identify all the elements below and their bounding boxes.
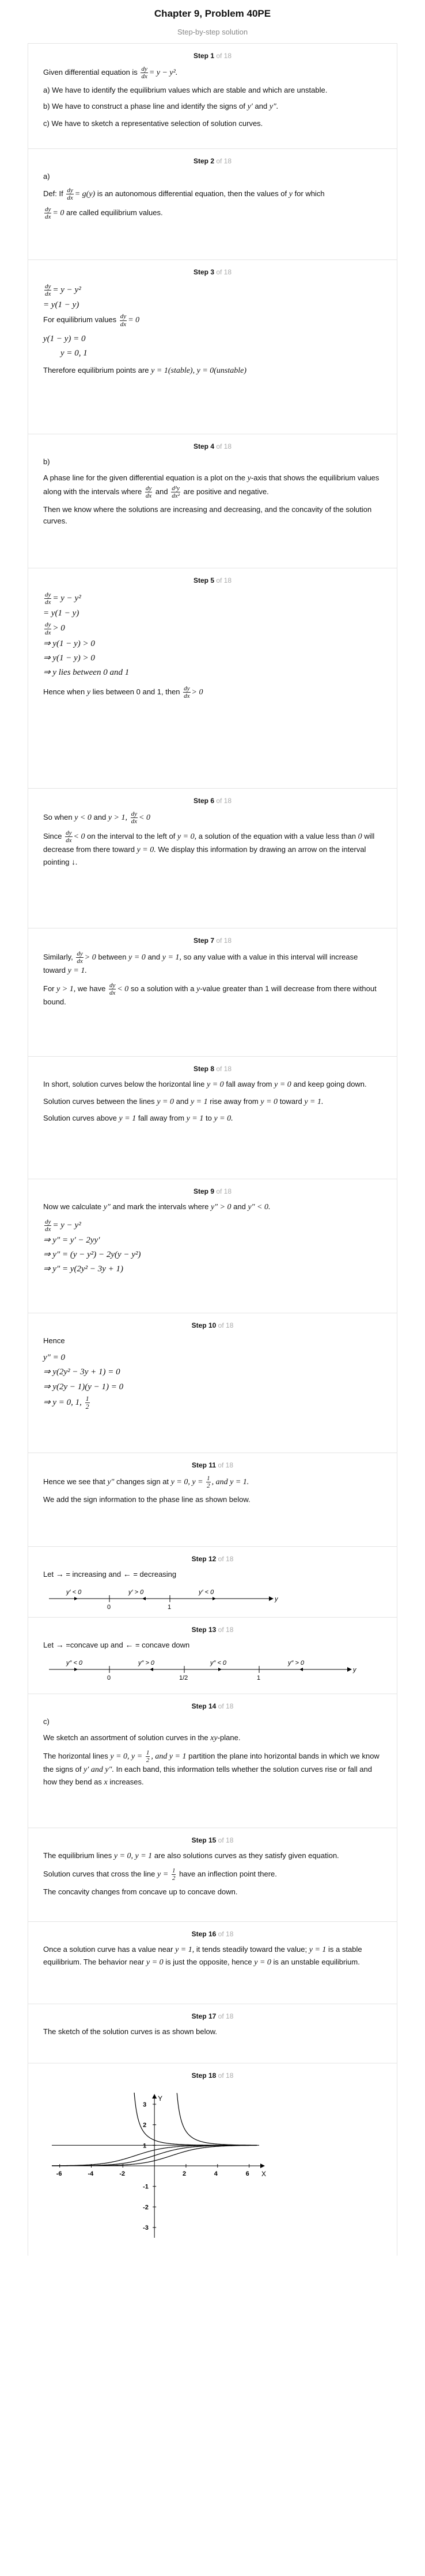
solution-curves-chart — [43, 2085, 274, 2246]
step-1: Step 1 of 18 Given differential equation is $\frac{dy}{dx}$ = y − y². a) We have to identify the equilibrium values which are stable and which are unstable. b) We have to construct a phase line and identify the signs of y′ and y″. c) We have to sketch a representative selection of solution curves. — [28, 43, 397, 148]
phase-line-sign-y-double-prime — [43, 1657, 354, 1682]
y-tick-label: -2 — [143, 2204, 149, 2211]
phase-label-1: y′ < 0 — [66, 1588, 82, 1596]
x-axis-arrow — [260, 2164, 265, 2168]
step-16: Step 16 of 18 Once a solution curve has a value near y = 1, it tends steadily toward the value; y = 1 is a stable equilibrium. The behavior near y = 0 is just the opposite, hence y = 0 is an unstable equilibrium. — [28, 1921, 397, 2004]
y-axis-arrow — [152, 2094, 157, 2099]
y-tick-label: 1 — [143, 2142, 147, 2150]
step-11: Step 11 of 18 Hence we see that y″ changes sign at y = 0, y = $\frac{1}{2}$ , and y = 1. We add the sign information to the phase line as shown below. — [28, 1453, 397, 1546]
step-2: Step 2 of 18 a) Def: If $\frac{dy}{dx}$ = g(y) is an autonomous differential equation, then the values of y for which $\frac{dy}{dx}$ = 0 are called equilibrium values. — [28, 148, 397, 259]
phase-label-2: y′ > 0 — [128, 1588, 144, 1596]
step-7: Step 7 of 18 Similarly, $\frac{dy}{dx}$ > 0 between y = 0 and y = 1, so any value with a value in this interval will increase toward y = 1. For y > 1, we have $\frac{dy}{dx}$ < 0 so a solution with a y-value greater than 1 will decrease from there without bound. — [28, 928, 397, 1056]
phase2-label-1: y″ < 0 — [66, 1659, 83, 1667]
step-9: Step 9 of 18 Now we calculate y″ and mark the intervals where y″ > 0 and y″ < 0. $\frac{dy}{dx}$ = y − y² ⇒ y″ = y′ − 2yy′ ⇒ y″ = (y − y²) − 2y(y − y²) ⇒ y″ = y(2y² − 3y + 1) — [28, 1179, 397, 1313]
phase2-tick-2: 1 — [257, 1674, 261, 1681]
x-tick-label: -6 — [56, 2170, 62, 2177]
step-15: Step 15 of 18 The equilibrium lines y = 0, y = 1 are also solutions curves as they satisfy given equation. Solution curves that cross the line y = $\frac{1}{2}$ have an inflection point there. The concavity changes from concave up to concave down. — [28, 1828, 397, 1921]
phase2-tick-0: 0 — [107, 1674, 111, 1681]
phase2-label-4: y″ > 0 — [288, 1659, 305, 1667]
phase2-axis-label: y — [353, 1666, 356, 1673]
x-tick-label: -2 — [119, 2170, 126, 2177]
y-tick-label: 2 — [143, 2122, 147, 2129]
step-5: Step 5 of 18 $\frac{dy}{dx}$ = y − y² = y(1 − y) $\frac{dy}{dx}$ > 0 ⇒ y(1 − y) > 0 ⇒ y(1 − y) > 0 ⇒ y lies between 0 and 1 Hence when y lies between 0 and 1, then $\frac{dy}{dx}$ > 0 — [28, 568, 397, 788]
step-header: Step 1 of 18 — [193, 52, 232, 60]
phase-tick-0: 0 — [107, 1603, 111, 1611]
step-13: Step 13 of 18 Let → =concave up and ← = concave down y″ < 0 y″ > 0 y″ < 0 y″ > 0 0 1/2 1 y — [28, 1617, 397, 1694]
step-4: Step 4 of 18 b) A phase line for the given differential equation is a plot on the y-axis that shows the equilibrium values along with the intervals where $\frac{dy}{dx}$ and $\frac{\text{d²y}}{\text{dx²}}$ are positive and negative. Then we know where the solutions are increasing and decreasing, and the concavity of the solution curves. — [28, 434, 397, 568]
step-6: Step 6 of 18 So when y < 0 and y > 1, $\frac{dy}{dx}$ < 0 Since $\frac{dy}{dx}$ < 0 on the interval to the left of y = 0, a solution of the equation with a value less than 0 will decrease from there toward y = 0. We display this information by drawing an arrow on the interval pointing ↓. — [28, 788, 397, 928]
phase2-tick-1: 1/2 — [179, 1674, 188, 1681]
step-18: Step 18 of 18 X Y -6 -4 -2 2 4 6 3 2 1 -1 -2 -3 — [28, 2063, 397, 2256]
solution-steps — [28, 43, 397, 2256]
phase-label-3: y′ < 0 — [199, 1588, 214, 1596]
phase2-label-2: y″ > 0 — [138, 1659, 155, 1667]
x-tick-label: 4 — [214, 2170, 218, 2177]
phase-tick-1: 1 — [168, 1603, 172, 1611]
phase-axis-label: y — [275, 1595, 278, 1603]
y-tick-label: -1 — [143, 2183, 149, 2191]
y-axis-label: Y — [158, 2095, 163, 2103]
step-14: Step 14 of 18 c) We sketch an assortment of solution curves in the xy-plane. The horizontal lines y = 0, y = $\frac{1}{2}$ , and y = 1 partition the plane into horizontal bands in which we know the signs of y′ and y″. In each band, this information tells whether the solution curves rise or fall and how they bend as x increases. — [28, 1694, 397, 1828]
step-12: Step 12 of 18 Let → = increasing and ← = decreasing y′ < 0 y′ > 0 y′ < 0 0 1 y — [28, 1546, 397, 1617]
page-header — [0, 0, 425, 43]
y-tick-label: 3 — [143, 2101, 147, 2108]
x-tick-label: 2 — [182, 2170, 187, 2177]
phase-line-sign-y-prime — [43, 1586, 285, 1611]
x-axis-label: X — [261, 2170, 267, 2178]
y-tick-label: -3 — [143, 2225, 149, 2232]
step-17: Step 17 of 18 The sketch of the solution curves is as shown below. — [28, 2004, 397, 2063]
phase2-label-3: y″ < 0 — [210, 1659, 227, 1667]
page-title: Chapter 9, Problem 40PE — [154, 8, 271, 19]
curve-below-zero — [177, 2093, 257, 2145]
page-subtitle: Step-by-step solution — [177, 28, 248, 36]
curve-above-one — [134, 2093, 257, 2146]
x-tick-label: -4 — [88, 2170, 94, 2177]
step-8: Step 8 of 18 In short, solution curves below the horizontal line y = 0 fall away from y = 0 and keep going down. Solution curves between the lines y = 0 and y = 1 rise away from y = 0 toward y = 1. Solution curves above y = 1 fall away from y = 1 to y = 0. — [28, 1056, 397, 1179]
step-10: Step 10 of 18 Hence y″ = 0 ⇒ y(2y² − 3y + 1) = 0 ⇒ y(2y − 1)(y − 1) = 0 ⇒ y = 0, 1, $\frac{1}{2}$ — [28, 1313, 397, 1453]
step-3: Step 3 of 18 $\frac{dy}{dx}$ = y − y² = y(1 − y) For equilibrium values $\frac{dy}{dx}$ = 0 y(1 − y) = 0 y = 0, 1 Therefore equilibrium points are y = 1(stable), y = 0(unstable) — [28, 259, 397, 434]
x-tick-label: 6 — [245, 2170, 249, 2177]
